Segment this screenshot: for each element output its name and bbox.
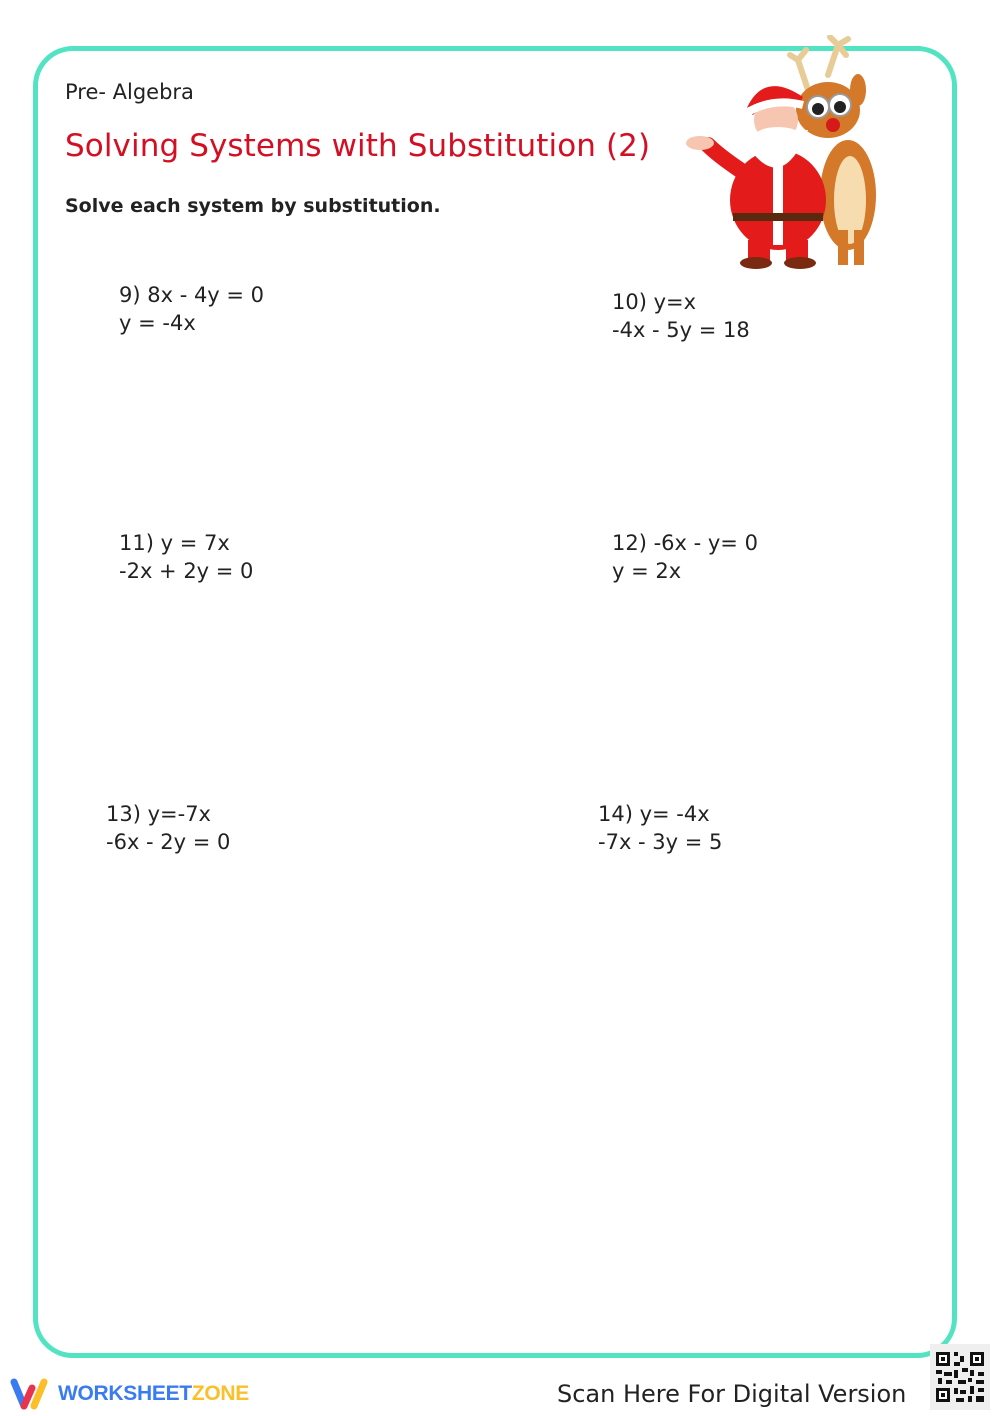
problem-9 — [119, 281, 264, 337]
worksheetzone-logo[interactable] — [10, 1378, 249, 1410]
worksheetzone-logo-icon — [10, 1378, 50, 1410]
subject-label: Pre- Algebra — [65, 80, 194, 104]
page-title: Solving Systems with Substitution (2) — [65, 128, 651, 164]
problem-9-line1: 9) 8x - 4y = 0 — [119, 283, 265, 307]
problem-12-line2: y = 2x — [612, 559, 682, 583]
problem-9-line2: y = -4x — [119, 311, 196, 335]
problem-12 — [612, 529, 758, 585]
problem-10-line2: -4x - 5y = 18 — [612, 318, 750, 342]
instructions: Solve each system by substitution. — [65, 195, 441, 217]
problem-12-line1: 12) -6x - y= 0 — [612, 531, 758, 555]
problem-11-line1: 11) y = 7x — [119, 531, 230, 555]
problem-13-line2: -6x - 2y = 0 — [106, 830, 231, 854]
problem-11 — [119, 529, 253, 585]
scan-text: Scan Here For Digital Version — [557, 1380, 907, 1408]
problem-10-line1: 10) y=x — [612, 290, 697, 314]
problem-14-line1: 14) y= -4x — [598, 802, 710, 826]
problem-14-line2: -7x - 3y = 5 — [598, 830, 723, 854]
problem-14 — [598, 800, 722, 856]
problem-13 — [106, 800, 230, 856]
problem-11-line2: -2x + 2y = 0 — [119, 559, 254, 583]
brand-name-part1: WORKSHEET — [58, 1382, 192, 1405]
qr-code-icon[interactable] — [930, 1344, 990, 1410]
problem-13-line1: 13) y=-7x — [106, 802, 211, 826]
brand-name-part2: ZONE — [191, 1382, 249, 1405]
brand-name — [58, 1382, 249, 1406]
santa-and-reindeer-illustration — [678, 35, 923, 270]
problem-10 — [612, 288, 750, 344]
